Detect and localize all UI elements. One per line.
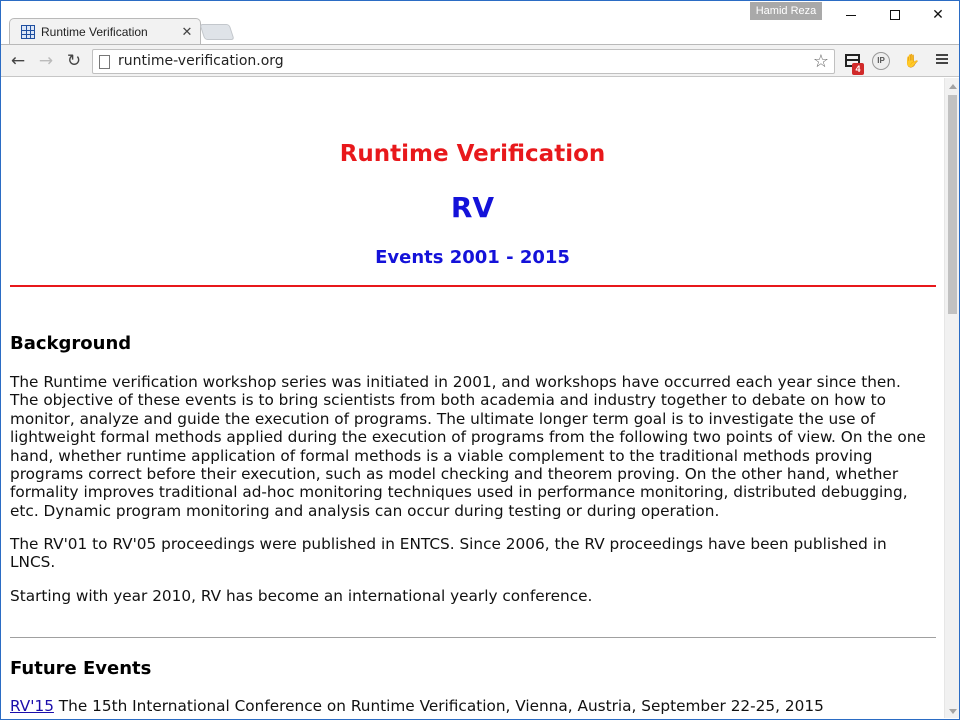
page-viewport [1, 78, 944, 718]
scroll-down-arrow-icon[interactable] [949, 709, 957, 714]
title-bar [0, 0, 960, 44]
site-favicon-icon [21, 25, 35, 39]
page-icon [99, 55, 110, 69]
maximize-icon [890, 10, 900, 20]
event-description: The 15th International Conference on Runtime Verification, Vienna, Austria, September 22-25, 2015 [53, 697, 824, 715]
minimize-button[interactable] [829, 4, 873, 26]
section-divider [10, 637, 936, 638]
rv15-link[interactable]: RV'15 [10, 697, 54, 715]
background-paragraph-2: The RV'01 to RV'05 proceedings were published in ENTCS. Since 2006, the RV proceedings have been published in LNCS. [10, 535, 887, 572]
menu-icon[interactable] [934, 52, 950, 68]
back-button[interactable]: ← [10, 51, 26, 71]
minimize-icon [846, 15, 856, 16]
tab-close-icon[interactable]: ✕ [181, 24, 193, 40]
vertical-scrollbar[interactable] [944, 78, 960, 718]
hand-extension-icon[interactable]: ✋ [903, 54, 921, 69]
ip-label: IP [872, 52, 890, 70]
header-divider [10, 285, 936, 287]
background-paragraph-1: The Runtime verification workshop series was initiated in 2001, and workshops have occurred each year since then. The objective of these events is to bring scientists from both academia and industry together to debate on how to monitor, analyze and guide the execution of programs. The ultimate longer term goal is to investigate the use of lightweight formal methods applied during the execution of programs from the following two points of view. On the one hand, whether runtime application of formal methods is a viable complement to the traditional methods proving programs correct before their execution, such as model checking and theorem proving. On the other hand, whether formality improves traditional ad-hoc monitoring techniques used in performance monitoring, distributed debugging, etc. Dynamic program monitoring and analysis can occur during testing or during operation. [10, 373, 926, 520]
close-window-button[interactable]: ✕ [932, 7, 944, 23]
url-text[interactable]: runtime-verification.org [118, 53, 284, 69]
bookmark-star-icon[interactable]: ☆ [812, 51, 829, 72]
address-bar[interactable] [92, 49, 835, 74]
background-heading: Background [10, 333, 132, 354]
list-item [10, 697, 824, 715]
forward-button[interactable]: → [38, 51, 54, 71]
tab-count-badge: 4 [852, 63, 864, 75]
reload-button[interactable]: ↻ [66, 51, 82, 71]
page-title: Runtime Verification [339, 141, 606, 167]
browser-toolbar [0, 44, 960, 77]
scrollbar-thumb[interactable] [948, 95, 957, 314]
new-tab-button[interactable] [199, 24, 234, 40]
future-events-heading: Future Events [10, 658, 152, 679]
tab-title: Runtime Verification [41, 25, 148, 39]
ip-extension-icon[interactable] [872, 52, 892, 72]
scroll-up-arrow-icon[interactable] [949, 84, 957, 89]
tab-runtime-verification[interactable] [9, 18, 201, 45]
maximize-button[interactable] [873, 4, 917, 26]
profile-badge[interactable]: Hamid Reza [750, 2, 822, 20]
page-subtitle: Events 2001 - 2015 [375, 247, 570, 268]
background-paragraph-3: Starting with year 2010, RV has become an international yearly conference. [10, 587, 593, 605]
page-abbrev: RV [450, 191, 495, 224]
